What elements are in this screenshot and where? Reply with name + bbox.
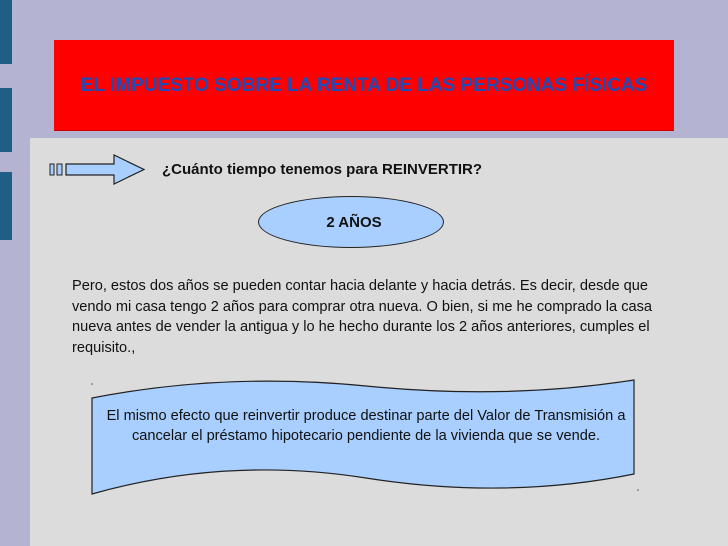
left-accent-bar-top bbox=[0, 0, 12, 64]
question-text: ¿Cuánto tiempo tenemos para REINVERTIR? bbox=[162, 161, 483, 178]
left-accent-bar-bottom bbox=[0, 172, 12, 240]
explanation-paragraph: Pero, estos dos años se pueden contar hacia delante y hacia detrás. Es decir, desde que vendo mi casa tengo 2 años para comprar otra nueva. O bien, si me he comprado la casa nueva antes de vender la antigua y lo he hecho durante los 2 años anteriores, cumples el requisito., bbox=[72, 278, 653, 356]
left-accent-bar-middle bbox=[0, 88, 12, 152]
right-arrow-icon bbox=[48, 152, 148, 188]
note-text: El mismo efecto que reinvertir produce destinar parte del Valor de Transmisión a cancelar el préstamo hipotecario pendiente de la vivienda que se vende. bbox=[106, 408, 626, 444]
answer-text: 2 AÑOS bbox=[326, 213, 382, 231]
title-banner bbox=[54, 40, 674, 131]
answer-oval bbox=[258, 196, 444, 248]
note-banner bbox=[86, 374, 646, 498]
slide-title: EL IMPUESTO SOBRE LA RENTA DE LAS PERSONAS FÍSICAS bbox=[80, 74, 648, 96]
